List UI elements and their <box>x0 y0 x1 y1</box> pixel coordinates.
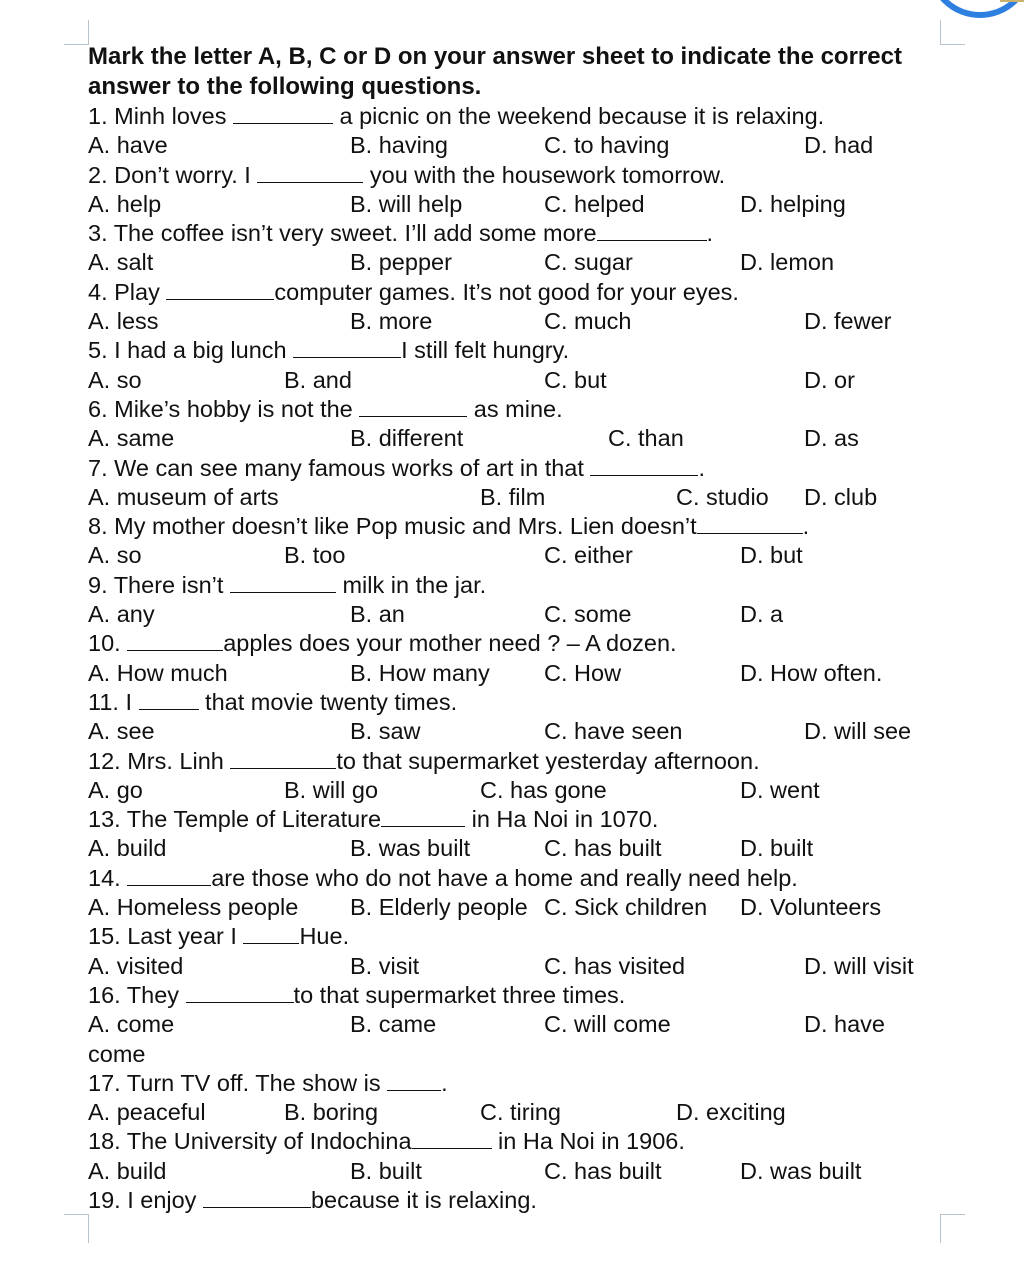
answer-blank[interactable] <box>139 689 199 710</box>
option-b[interactable]: B. different <box>350 425 464 452</box>
answer-blank[interactable] <box>412 1128 492 1149</box>
option-d[interactable]: D. will visit <box>804 952 914 979</box>
answer-blank[interactable] <box>186 982 294 1003</box>
question-1 <box>88 102 948 131</box>
answer-blank[interactable] <box>359 396 467 417</box>
option-d[interactable]: D. helping <box>740 190 846 217</box>
answer-blank[interactable] <box>590 455 698 476</box>
option-a[interactable]: A. have <box>88 132 168 159</box>
option-c[interactable]: C. some <box>544 601 632 628</box>
option-b[interactable]: B. saw <box>350 718 421 745</box>
option-a[interactable]: A. less <box>88 308 159 335</box>
question-text-before: 9. There isn’t <box>88 571 230 598</box>
question-text-after: to that supermarket three times. <box>293 981 626 1008</box>
question-text-before: 5. I had a big lunch <box>88 337 294 364</box>
question-text-after: you with the housework tomorrow. <box>363 161 726 188</box>
options-row-7 <box>88 483 948 512</box>
option-b[interactable]: B. came <box>350 1011 437 1038</box>
option-c[interactable]: C. to having <box>544 132 670 159</box>
option-c[interactable]: C. helped <box>544 190 645 217</box>
question-18 <box>88 1127 948 1156</box>
question-text-before: 12. Mrs. Linh <box>88 747 231 774</box>
option-d[interactable]: D. or <box>804 366 855 393</box>
option-d[interactable]: D. but <box>740 542 803 569</box>
option-d[interactable]: D. a <box>740 601 784 628</box>
option-c[interactable]: C. tiring <box>480 1099 561 1126</box>
option-a[interactable]: A. Homeless people <box>88 894 299 921</box>
option-a[interactable]: A. come <box>88 1011 175 1038</box>
question-text-after: . <box>441 1069 448 1096</box>
option-a[interactable]: A. same <box>88 425 175 452</box>
question-13 <box>88 805 948 834</box>
question-text-after: . <box>698 454 705 481</box>
option-b[interactable]: B. pepper <box>350 249 452 276</box>
question-4 <box>88 278 948 307</box>
option-c[interactable]: C. How <box>544 659 622 686</box>
question-16 <box>88 981 948 1010</box>
question-text-after: apples does your mother need ? – A dozen. <box>223 630 677 657</box>
question-text-after: I still felt hungry. <box>401 337 570 364</box>
option-c[interactable]: C. will come <box>544 1011 671 1038</box>
option-c[interactable]: C. has gone <box>480 776 607 803</box>
option-b[interactable]: B. was built <box>350 835 471 862</box>
question-text-after: are those who do not have a home and really need help. <box>211 864 798 891</box>
option-a[interactable]: A. build <box>88 835 167 862</box>
option-d[interactable]: D. exciting <box>676 1099 786 1126</box>
option-c[interactable]: C. sugar <box>544 249 633 276</box>
options-row-6 <box>88 424 948 453</box>
question-text-before: 15. Last year I <box>88 923 244 950</box>
question-15 <box>88 922 948 951</box>
option-a[interactable]: A. any <box>88 601 155 628</box>
option-a[interactable]: A. help <box>88 190 162 217</box>
question-text-before: 18. The University of Indochina <box>88 1128 412 1155</box>
answer-blank[interactable] <box>203 1187 311 1208</box>
option-c[interactable]: C. has built <box>544 1157 662 1184</box>
question-text-after: computer games. It’s not good for your eyes. <box>274 278 739 305</box>
options-row-16 <box>88 1010 948 1039</box>
crop-mark-bottom-left <box>64 1214 89 1243</box>
question-text-before: 8. My mother doesn’t like Pop music and Mrs. Lien doesn’t <box>88 513 697 540</box>
option-a[interactable]: A. see <box>88 718 155 745</box>
question-7 <box>88 454 948 483</box>
question-text-before: 13. The Temple of Literature <box>88 806 382 833</box>
option-c[interactable]: C. has built <box>544 835 662 862</box>
option-b[interactable]: B. built <box>350 1157 422 1184</box>
question-text-before: 10. <box>88 630 128 657</box>
question-9 <box>88 571 948 600</box>
options-row-5 <box>88 366 948 395</box>
answer-blank[interactable] <box>233 103 333 124</box>
option-d[interactable]: D. built <box>740 835 814 862</box>
option-b[interactable]: B. having <box>350 132 448 159</box>
option-b[interactable]: B. and <box>284 366 352 393</box>
options-row-8 <box>88 541 948 570</box>
option-a[interactable]: A. so <box>88 366 142 393</box>
question-text-after: Hue. <box>299 923 350 950</box>
answer-blank[interactable] <box>597 220 707 241</box>
question-text-after: that movie twenty times. <box>198 688 458 715</box>
question-10 <box>88 629 948 658</box>
options-row-4 <box>88 307 948 336</box>
question-3 <box>88 219 948 248</box>
question-11 <box>88 688 948 717</box>
answer-blank[interactable] <box>127 630 223 651</box>
option-d[interactable]: D. lemon <box>740 249 835 276</box>
option-b[interactable]: B. more <box>350 308 433 335</box>
answer-blank[interactable] <box>230 748 336 769</box>
options-row-13 <box>88 834 948 863</box>
question-12 <box>88 747 948 776</box>
options-row-3 <box>88 248 948 277</box>
question-text-after: as mine. <box>467 395 563 422</box>
options-row-10 <box>88 659 948 688</box>
option-d[interactable]: D. will see <box>804 718 912 745</box>
option-a[interactable]: A. build <box>88 1157 167 1184</box>
option-a[interactable]: A. salt <box>88 249 154 276</box>
question-text-after: in Ha Noi in 1070. <box>465 806 659 833</box>
answer-blank[interactable] <box>387 1070 441 1091</box>
question-text-before: 2. Don’t worry. I <box>88 161 258 188</box>
answer-blank[interactable] <box>127 865 211 886</box>
option-b[interactable]: B. visit <box>350 952 420 979</box>
option-c[interactable]: C. either <box>544 542 633 569</box>
question-6 <box>88 395 948 424</box>
option-d[interactable]: D. as <box>804 425 859 452</box>
option-b[interactable]: B. film <box>480 483 546 510</box>
worksheet <box>88 42 948 1215</box>
option-b[interactable]: B. will go <box>284 776 379 803</box>
option-c[interactable]: C. studio <box>676 483 769 510</box>
question-19 <box>88 1186 948 1215</box>
answer-blank[interactable] <box>381 806 465 827</box>
corner-decoration <box>900 0 1024 20</box>
question-text-before: 6. Mike’s hobby is not the <box>88 395 360 422</box>
option-d[interactable]: D. have <box>804 1011 885 1038</box>
question-text-after: because it is relaxing. <box>310 1186 537 1213</box>
question-text-before: 14. <box>88 864 128 891</box>
options-row-14 <box>88 893 948 922</box>
option-b[interactable]: B. too <box>284 542 346 569</box>
question-text-before: 16. They <box>88 981 186 1008</box>
answer-blank[interactable] <box>166 279 274 300</box>
options-row-12 <box>88 776 948 805</box>
question-14 <box>88 864 948 893</box>
options-row-11 <box>88 717 948 746</box>
question-text-after: to that supermarket yesterday afternoon. <box>336 747 760 774</box>
option-c[interactable]: C. than <box>608 425 684 452</box>
options-row-18 <box>88 1157 948 1186</box>
option-a[interactable]: A. museum of arts <box>88 483 279 510</box>
option-d[interactable]: D. had <box>804 132 874 159</box>
answer-blank[interactable] <box>697 513 803 534</box>
option-d[interactable]: D. How often. <box>740 659 883 686</box>
option-d[interactable]: D. went <box>740 776 820 803</box>
question-text-after: milk in the jar. <box>335 571 487 598</box>
question-text-before: 4. Play <box>88 278 167 305</box>
question-2 <box>88 161 948 190</box>
instructions-title: Mark the letter A, B, C or D on your answer sheet to indicate the correct answer to the following questions. <box>88 43 902 100</box>
question-8 <box>88 512 948 541</box>
question-text-after: a picnic on the weekend because it is relaxing. <box>332 103 825 129</box>
question-text-after: in Ha Noi in 1906. <box>491 1128 685 1155</box>
option-b[interactable]: B. boring <box>284 1099 379 1126</box>
question-text-before: 7. We can see many famous works of art in that <box>88 454 591 481</box>
option-d[interactable]: D. was built <box>740 1157 862 1184</box>
option-d[interactable]: D. club <box>804 483 878 510</box>
option-a[interactable]: A. go <box>88 776 143 803</box>
question-5 <box>88 336 948 365</box>
answer-blank[interactable] <box>293 337 401 358</box>
options-row-9 <box>88 600 948 629</box>
option-b[interactable]: B. Elderly people <box>350 894 528 921</box>
option-d-continued <box>88 1040 948 1069</box>
option-d-wrap-text: come <box>88 1040 146 1067</box>
question-text-before: 19. I enjoy <box>88 1186 203 1213</box>
answer-blank[interactable] <box>243 923 299 944</box>
options-row-2 <box>88 190 948 219</box>
option-a[interactable]: A. so <box>88 542 142 569</box>
option-c[interactable]: C. Sick children <box>544 894 708 921</box>
answer-blank[interactable] <box>230 572 336 593</box>
option-c[interactable]: C. but <box>544 366 607 393</box>
option-b[interactable]: B. How many <box>350 659 490 686</box>
crop-mark-top-left <box>64 20 89 45</box>
option-c[interactable]: C. has visited <box>544 952 686 979</box>
option-a[interactable]: A. visited <box>88 952 184 979</box>
crop-mark-bottom-right <box>940 1214 965 1243</box>
question-text-before: 11. I <box>88 688 139 715</box>
question-text-before: 1. Minh loves <box>88 103 233 129</box>
option-a[interactable]: A. peaceful <box>88 1099 206 1126</box>
option-c[interactable]: C. have seen <box>544 718 683 745</box>
question-text-before: 17. Turn TV off. The show is <box>88 1069 388 1096</box>
option-b[interactable]: B. an <box>350 601 405 628</box>
question-17 <box>88 1069 948 1098</box>
question-text-before: 3. The coffee isn’t very sweet. I’ll add some more <box>88 220 597 247</box>
option-c[interactable]: C. much <box>544 308 632 335</box>
question-text-after: . <box>802 513 810 540</box>
options-row-15 <box>88 952 948 981</box>
option-d[interactable]: D. Volunteers <box>740 894 882 921</box>
option-a[interactable]: A. How much <box>88 659 228 686</box>
options-row-1 <box>88 131 948 160</box>
option-d[interactable]: D. fewer <box>804 308 892 335</box>
question-text-after: . <box>706 220 714 247</box>
option-b[interactable]: B. will help <box>350 190 463 217</box>
answer-blank[interactable] <box>257 162 363 183</box>
options-row-17 <box>88 1098 948 1127</box>
